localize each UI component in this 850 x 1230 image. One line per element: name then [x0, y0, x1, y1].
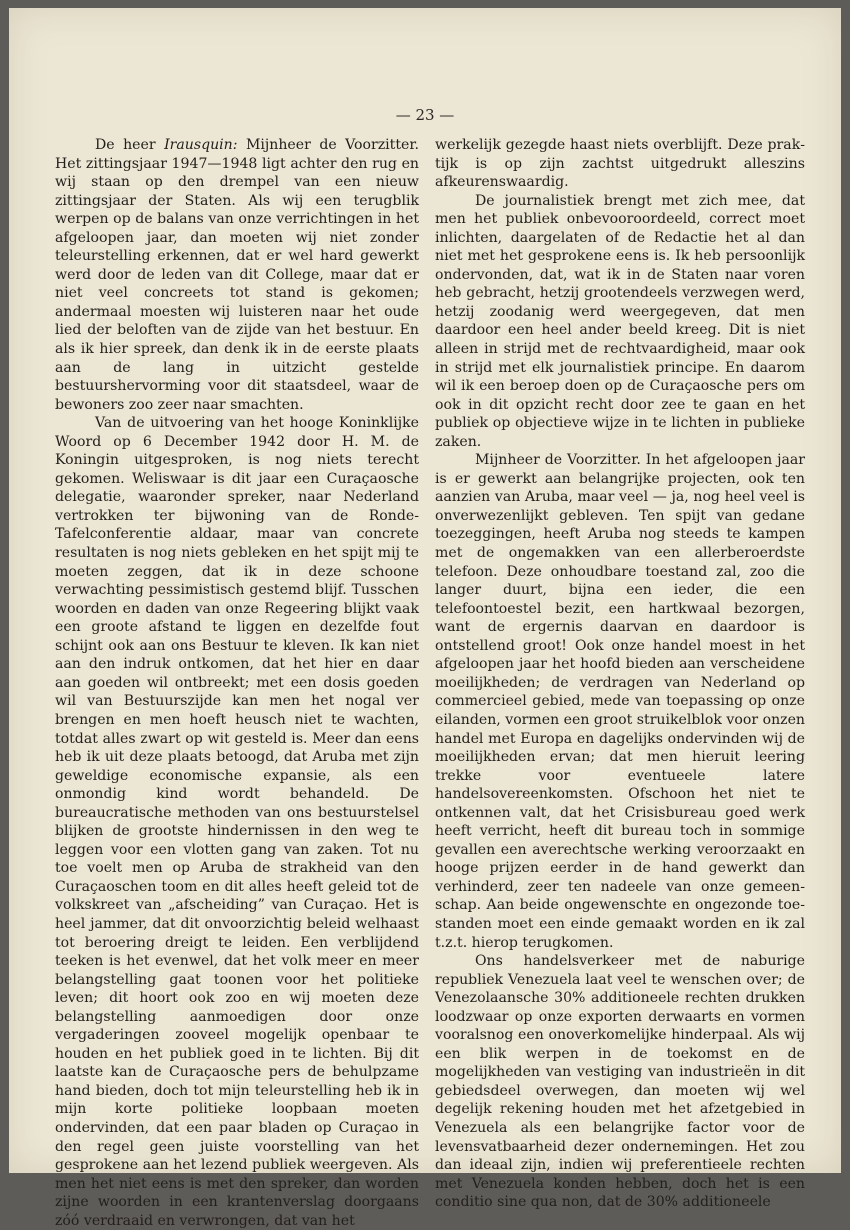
right-column [435, 136, 805, 1212]
speaker-prefix: De heer [95, 137, 165, 153]
page-number: — 23 — [395, 106, 455, 124]
paragraph: De journalistiek brengt met zich mee, dat men het publiek onbevooroordeeld, correct moet inlichten, daargelaten of de Redactie het al dan niet met het gesprokene eens is. Ik heb persoonlijk ondervonden, dat, wat ik in de Staten naar voren heb gebracht, hetzij grootendeels verzwegen werd, hetzij zoodanig werd weergegeven, dat men daardoor een heel ander beeld kreeg. Dit is niet alleen in strijd met de rechtvaardigheid, maar ook in strijd met elk journalistiek principe. En daarom wil ik een beroep doen op de Curaçaosche pers om ook in dit opzicht recht door zee te gaan en het publiek op objectieve wijze in te lichten in publieke zaken. [435, 192, 805, 450]
paragraph: Van de uitvoering van het hooge Koninklijke Woord op 6 December 1942 door H. M. de Koningin uitgesproken, is nog niets terecht gekomen. Weliswaar is dit jaar een Curaçaosche delegatie, waaronder spreker, naar Nederland vertrokken ter bijwoning van de Ronde-Tafelconferentie aldaar, maar van concrete resultaten is nog niets gebleken en het spijt mij te moeten zeggen, dat ik in deze schoone verwachting pessimistisch gestemd blijf. Tusschen woorden en daden van onze Regeering blijkt vaak een groote afstand te liggen en dezelfde fout schijnt ook aan ons Bestuur te kleven. Ik kan niet aan den indruk ontkomen, dat het hier en daar aan goeden wil ontbreekt; met een dosis goeden wil van Bestuurszijde kan men het nogal ver brengen en men hoeft heusch niet te wachten, totdat alles zwart op wit gesteld is. Meer dan eens heb ik uit deze plaats betoogd, dat Aruba met zijn geweldige economische expansie, als een onmondig kind wordt behandeld. De bureaucratische methoden van ons bestuurstelsel blijken de grootste hindernissen in den weg te leggen voor een vlotten gang van zaken. Tot nu toe voelt men op Aruba de strakheid van den Curaçaoschen toom en dit alles heeft geleid tot de volkskreet van „afscheiding” van Curaçao. Het is heel jammer, dat dit onvoorzichtig beleid welhaast tot beroering dreigt te leiden. Een verblijdend teeken is het evenwel, dat het volk meer en meer belangstelling gaat toonen voor het politieke leven; dit hoort ook zoo en wij moeten deze belangstelling aanmoedigen door onze vergaderingen zooveel mogelijk openbaar te houden en het publiek goed in te lichten. Bij dit laatste kan de Curaçaosche pers de behulpzame hand bieden, doch tot mijn teleurstelling heb ik in mijn korte politieke loopbaan moeten ondervinden, dat een paar bladen op Curaçao in den regel geen juiste voorstelling van het gesprokene aan het lezend publiek weergeven. Als men het niet eens is met den spreker, dan worden zijne woorden in een krantenverslag doorgaans zóó verdraaid en verwrongen, dat van het [55, 415, 419, 1229]
paragraph: Ons handelsverkeer met de naburige republiek Venezuela laat veel te wenschen over; de Venezolaansche 30% additioneele rechten drukken loodzwaar op onze exporten derwaarts en vormen vooralsnog een onoverkomelijke hinderpaal. Als wij een blik werpen in de toekomst en de mogelijkheden van vestiging van industrieën in dit gebiedsdeel overwegen, dan moeten wij wel degelijk rekening houden met het afzetgebied in Venezuela als een belangrijke factor voor de levensvatbaarheid dezer ondernemingen. Het zou dan ideaal zijn, indien wij preferentieele rechten met Venezuela konden hebben, doch het is een conditio sine qua non, dat de 30% additioneele [435, 953, 805, 1211]
paragraph [55, 136, 419, 414]
speaker-name: Irausquin: [164, 137, 238, 153]
paragraph: Mijnheer de Voorzitter. In het afgeloopen jaar is er gewerkt aan belangrijke projecten, ook ten aanzien van Aruba, maar veel — ja, nog heel veel is onverwezenlijkt gebleven. Ten spijt van gedane toezeggingen, heeft Aruba nog steeds te kampen met de ongemakken van een allerberoerdste telefoon. Deze onhoudbare toestand zal, zoo die langer duurt, bijna een ieder, die een telefoontoestel bezit, een hartkwaal bezorgen, want de ergernis daarvan en daardoor is ontstellend groot! Ook onze handel moest in het afgeloopen jaar het hoofd bieden aan verscheidene moeilijkheden; de verdragen van Nederland op commercieel gebied, mede van toepassing op onze eilanden, vormen een groot struikelblok voor onzen handel met Europa en dagelijks ondervinden wij de moeilijkheden ervan; dat men hieruit leering trekke voor eventueele latere handelsovereenkomsten. Ofschoon het niet te ontkennen valt, dat het Crisisbureau goed werk heeft verricht, heeft dit bureau toch in sommige gevallen een averechtsche werking veroorzaakt en hooge prijzen eerder in de hand gewerkt dan verhinderd, zeer ten nadeele van onze gemeenschap. Aan beide ongewenschte en ongezonde toestanden moet een einde gemaakt worden en ik zal t.z.t. hierop terugkomen. [435, 452, 805, 951]
paragraph-continuation: werkelijk gezegde haast niets overblijft. Deze praktijk is op zijn zachtst uitgedrukt alleszins afkeurenswaardig. [435, 137, 805, 191]
document-page [9, 8, 841, 1229]
paragraph-text: Mijnheer de Voorzitter. Het zittingsjaar 1947—1948 ligt achter den rug en wij staan op den drempel van een nieuw zittingsjaar der Staten. Als wij een terugblik werpen op de balans van onze verrichtingen in het afgeloopen jaar, dan moeten wij niet zonder teleurstelling erkennen, dat er wel hard gewerkt werd door de leden van dit College, maar dat er niet veel concreets tot stand is gekomen; andermaal moesten wij luisteren naar het oude lied der beloften van de zijde van het bestuur. En als ik hier spreek, dan denk ik in de eerste plaats aan de lang in uitzicht gestelde bestuurshervorming voor dit staatsdeel, waar de bewoners zoo zeer naar smachten. [55, 137, 419, 413]
left-column [55, 136, 419, 1230]
